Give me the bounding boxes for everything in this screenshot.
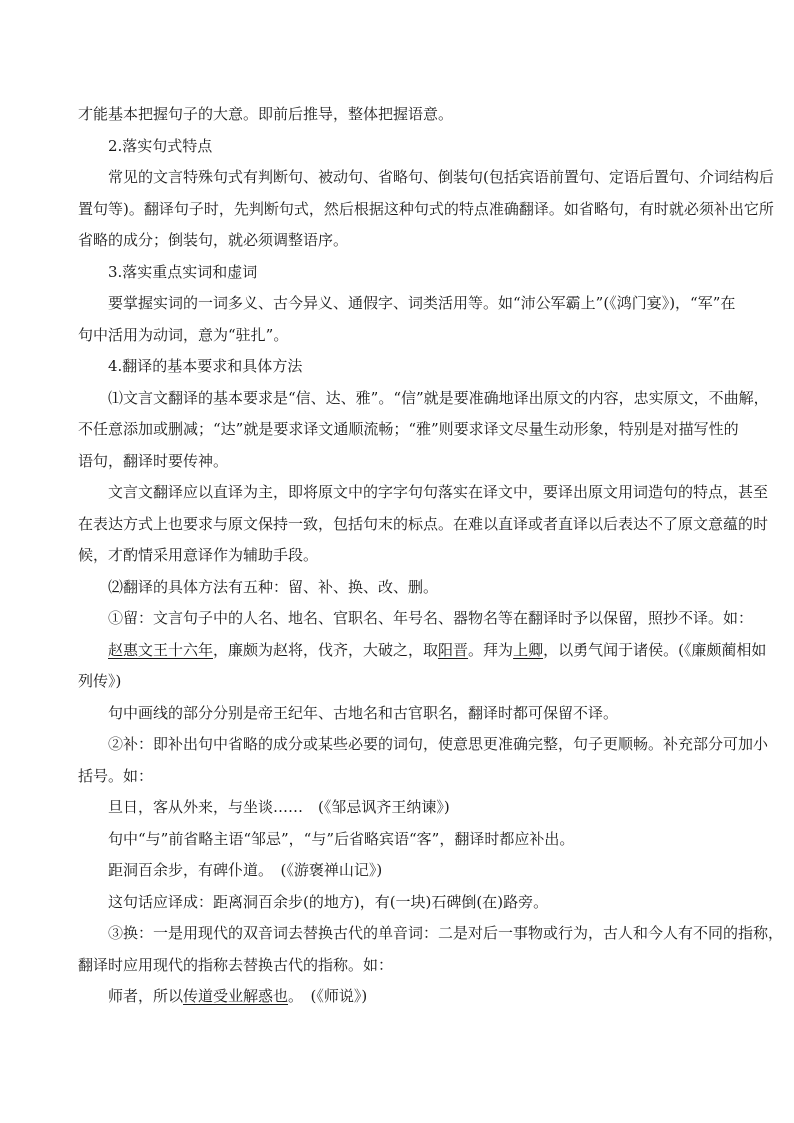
paragraph-line: 要掌握实词的一词多义、古今异义、通假字、词类活用等。如“沛公军霸上”(《鸿门宴》)，“军”在 [108,294,736,312]
paragraph-line: 省略的成分；倒装句，就必须调整语序。 [78,231,349,249]
paragraph-line: 置句等)。翻译句子时，先判断句式，然后根据这种句式的特点准确翻译。如省略句，有时就必须补出它所 [78,199,774,218]
paragraph-line: 这句话应译成：距离洞百余步(的地方)，有(一块)石碑倒(在)路旁。 [108,892,549,911]
underlined-term: 传道受业解惑也 [183,987,289,1005]
quote-text: 师者，所以 [108,987,184,1005]
quote-text: ，廉颇为赵将，伐齐，大破之，取 [213,640,439,659]
paragraph-line: 句中画线的部分分别是帝王纪年、古地名和古官职名，翻译时都可保留不译。 [108,703,619,722]
quote-text: ，以勇气闻于诸侯。(《廉颇蔺相如 [543,640,767,659]
quote-line: 距洞百余步，有碑仆道。 (《游褒禅山记》) [108,861,383,879]
paragraph-line: ⑵翻译的具体方法有五种：留、补、换、改、删。 [108,577,439,596]
underlined-term: 上卿 [513,640,544,659]
paragraph-line: 括号。如： [78,766,154,785]
paragraph-line: 文言文翻译应以直译为主，即将原文中的字字句句落实在译文中，要译出原文用词造句的特点，甚至 [108,483,769,501]
paragraph-line: ③换：一是用现代的双音词去替换古代的单音词：二是对后一事物或行为，古人和今人有不同的指称， [108,924,784,942]
underlined-term: 赵惠文王十六年 [108,640,214,659]
quote-text: 。拜为 [468,640,514,659]
paragraph-line: ①留：文言句子中的人名、地名、官职名、年号名、器物名等在翻译时予以保留，照抄不译。如： [108,609,754,627]
section-heading-2: 2.落实句式特点 [108,136,213,155]
document-body [78,99,784,1013]
paragraph-line: ②补：即补出句中省略的成分或某些必要的词句，使意思更准确完整，句子更顺畅。补充部分可加小 [108,735,769,753]
paragraph-line: 语句，翻译时要传神。 [78,451,229,470]
paragraph-line: 常见的文言特殊句式有判断句、被动句、省略句、倒装句(包括宾语前置句、定语后置句、介词结构后 [108,168,774,186]
quote-line: 旦日，客从外来，与坐谈…… (《邹忌讽齐王纳谏》) [108,798,450,816]
quote-line [78,981,724,1013]
paragraph-line: 才能基本把握句子的大意。即前后推导，整体把握语意。 [78,105,454,123]
quote-text: 。 (《师说》) [288,987,368,1005]
quote-line [78,635,767,667]
paragraph-line: 翻译时应用现代的指称去替换古代的指称。如： [78,955,394,974]
underlined-term: 阳晋 [438,640,469,659]
paragraph-line: 句中“与”前省略主语“邹忌”，“与”后省略宾语“客”，翻译时都应补出。 [108,829,575,848]
section-heading-4: 4.翻译的基本要求和具体方法 [108,357,303,375]
paragraph-line: 候，才酌情采用意译作为辅助手段。 [78,546,319,564]
paragraph-line: 句中活用为动词，意为“驻扎”。 [78,325,289,344]
paragraph-line: 不任意添加或删减；“达”就是要求译文通顺流畅；“雅”则要求译文尽量生动形象，特别是对描写性的 [78,420,739,438]
quote-line: 列传》) [78,672,122,690]
paragraph-line: ⑴文言文翻译的基本要求是“信、达、雅”。“信”就是要准确地译出原文的内容，忠实原文，不曲解， [108,388,769,407]
section-heading-3: 3.落实重点实词和虚词 [108,262,258,281]
paragraph-line: 在表达方式上也要求与原文保持一致，包括句末的标点。在难以直译或者直译以后表达不了原文意蕴的时 [78,514,769,533]
